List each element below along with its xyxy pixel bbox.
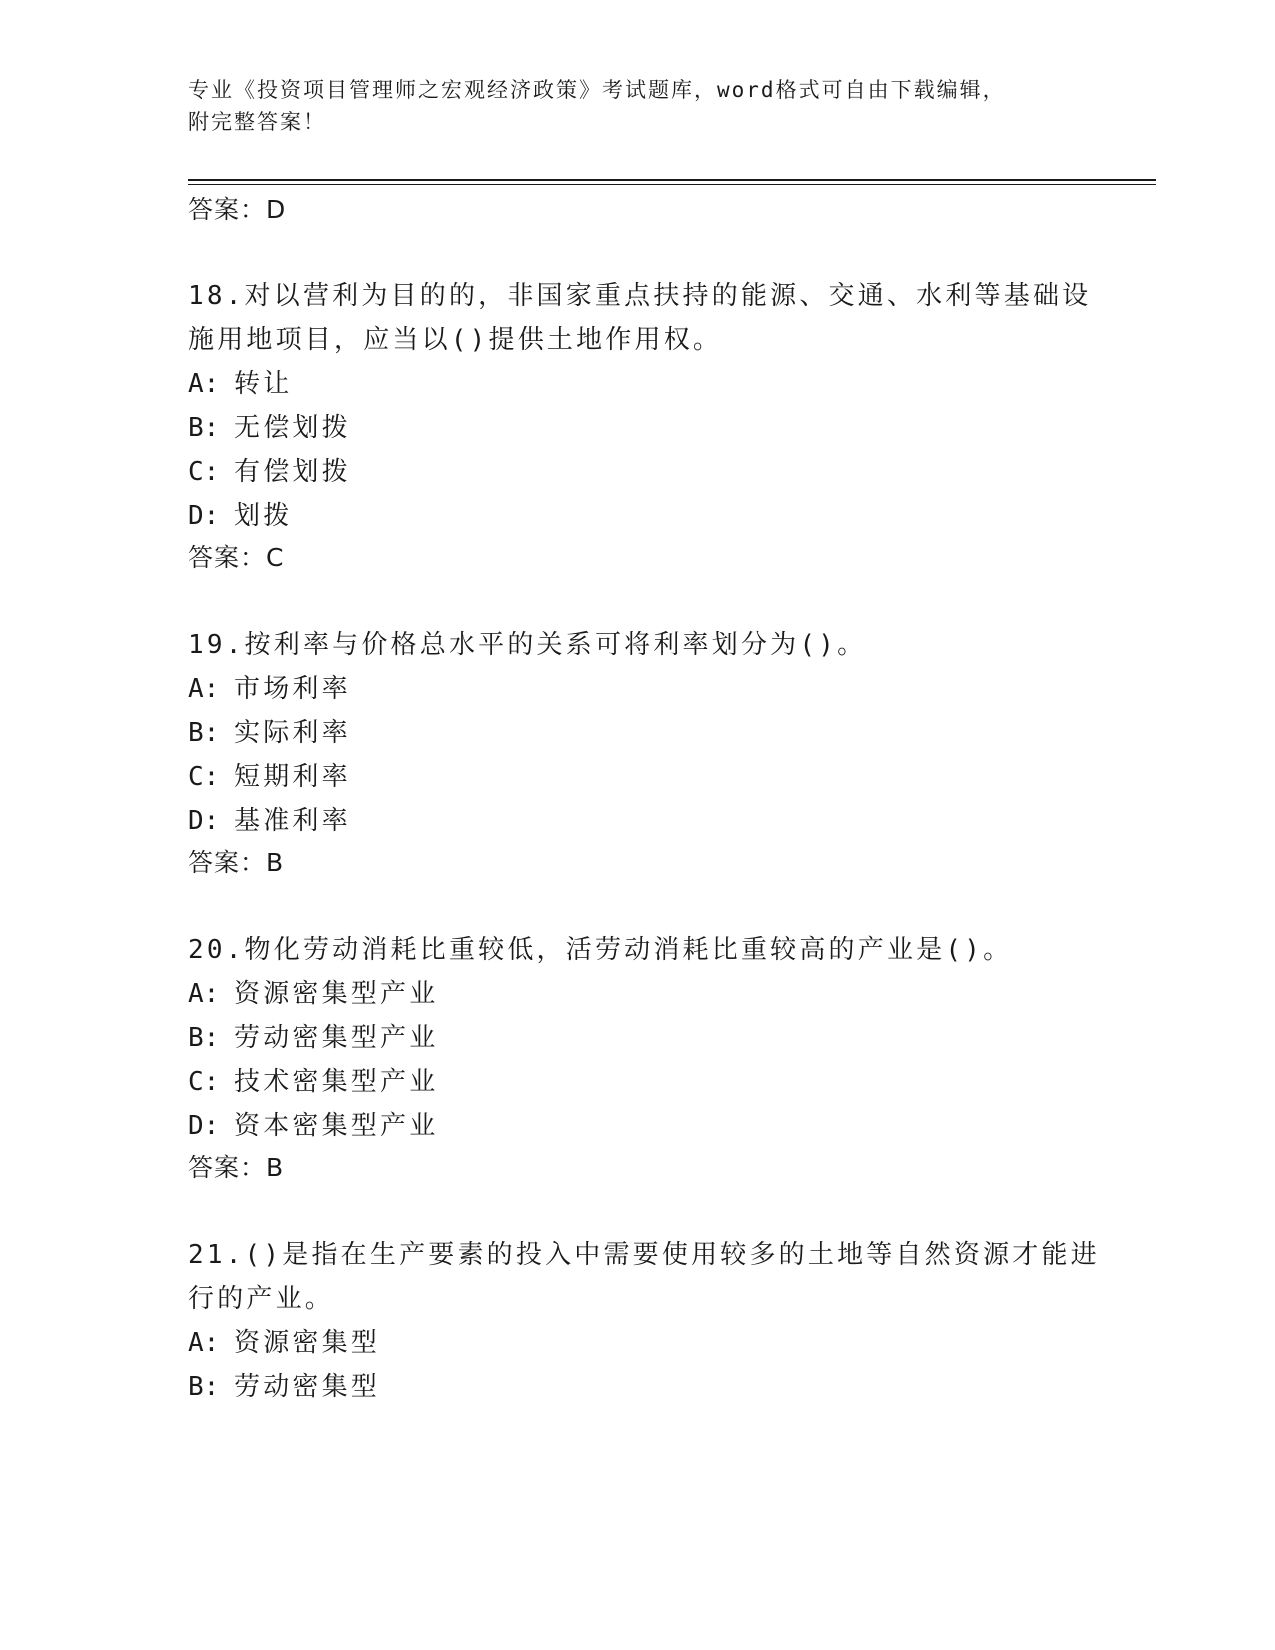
option-text: 实际利率 <box>234 718 351 748</box>
question-18-answer: 答案：C <box>188 543 285 572</box>
option-text: 技术密集型产业 <box>234 1067 439 1097</box>
option-letter: C: <box>188 1067 220 1097</box>
question-20-option-a <box>188 973 438 1010</box>
question-19-option-d <box>188 800 351 837</box>
option-text: 市场利率 <box>234 674 351 704</box>
option-letter: C: <box>188 457 220 487</box>
header-line-2: 附完整答案！ <box>188 110 326 134</box>
question-20-option-b <box>188 1017 438 1054</box>
question-18-option-c <box>188 451 351 488</box>
question-21-stem-line-2: 行的产业。 <box>188 1284 335 1314</box>
option-text: 资源密集型 <box>234 1328 381 1358</box>
option-letter: A: <box>188 369 220 399</box>
option-letter: D: <box>188 1111 220 1141</box>
question-20-option-d <box>188 1105 438 1142</box>
question-18-stem-line-2: 施用地项目，应当以()提供土地作用权。 <box>188 325 723 355</box>
header-divider-thin <box>188 184 1156 185</box>
option-text: 基准利率 <box>234 806 351 836</box>
header-divider-thick <box>188 179 1156 181</box>
question-21-stem-line-1: 21.()是指在生产要素的投入中需要使用较多的土地等自然资源才能进 <box>188 1240 1100 1270</box>
question-19-answer: 答案：B <box>188 848 285 877</box>
question-19-option-a <box>188 668 351 705</box>
question-21-option-a <box>188 1322 380 1359</box>
question-18-stem-line-1: 18.对以营利为目的的，非国家重点扶持的能源、交通、水利等基础设 <box>188 281 1092 311</box>
question-20-option-c <box>188 1061 438 1098</box>
question-21-option-b <box>188 1366 380 1403</box>
question-18-option-a <box>188 363 292 400</box>
question-20-answer: 答案：B <box>188 1153 285 1182</box>
option-letter: B: <box>188 413 220 443</box>
option-letter: A: <box>188 674 220 704</box>
question-20-stem-line-1: 20.物化劳动消耗比重较低，活劳动消耗比重较高的产业是()。 <box>188 935 1013 965</box>
question-19-option-b <box>188 712 351 749</box>
option-text: 劳动密集型产业 <box>234 1023 439 1053</box>
answer-line: 答案：D <box>188 195 287 224</box>
option-text: 资本密集型产业 <box>234 1111 439 1141</box>
option-letter: A: <box>188 979 220 1009</box>
question-19-stem-line-1: 19.按利率与价格总水平的关系可将利率划分为()。 <box>188 630 867 660</box>
document-header <box>188 74 1088 138</box>
question-18-option-b <box>188 407 351 444</box>
option-text: 有偿划拨 <box>234 457 351 487</box>
option-letter: B: <box>188 1023 220 1053</box>
option-letter: B: <box>188 718 220 748</box>
option-letter: C: <box>188 762 220 792</box>
question-19-option-c <box>188 756 351 793</box>
header-line-1: 专业《投资项目管理师之宏观经济政策》考试题库，word格式可自由下载编辑， <box>188 78 1006 102</box>
option-text: 劳动密集型 <box>234 1372 381 1402</box>
option-letter: D: <box>188 806 220 836</box>
option-text: 转让 <box>234 369 293 399</box>
option-text: 划拨 <box>234 501 293 531</box>
option-text: 资源密集型产业 <box>234 979 439 1009</box>
option-letter: D: <box>188 501 220 531</box>
question-18-option-d <box>188 495 292 532</box>
option-letter: A: <box>188 1328 220 1358</box>
option-text: 短期利率 <box>234 762 351 792</box>
option-text: 无偿划拨 <box>234 413 351 443</box>
option-letter: B: <box>188 1372 220 1402</box>
